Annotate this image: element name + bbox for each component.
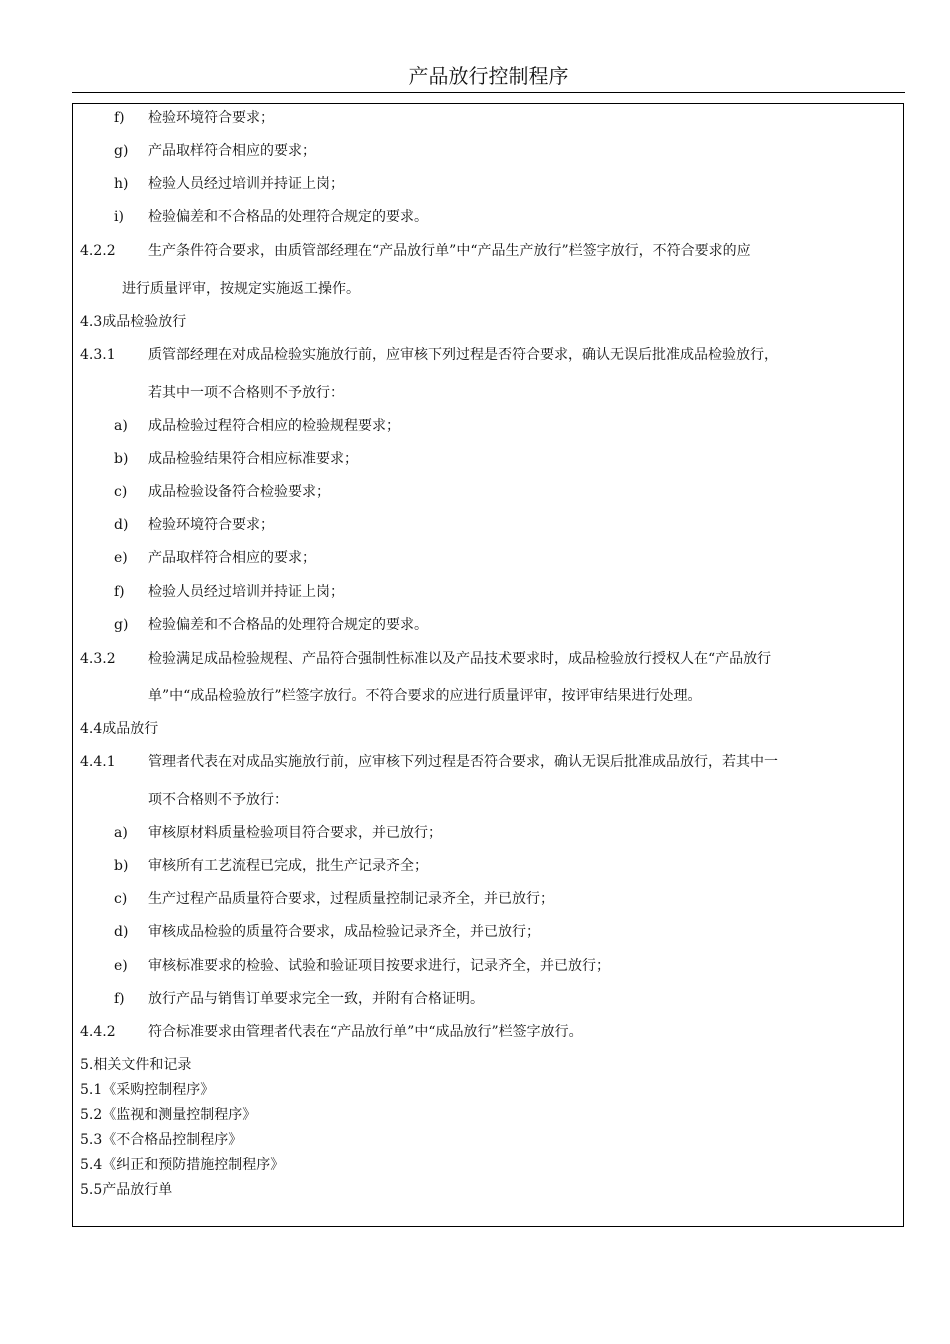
clause-text: 检验满足成品检验规程、产品符合强制性标准以及产品技术要求时，成品检验放行授权人在“产品放行	[148, 651, 772, 667]
list-item: 检验人员经过培训并持证上岗；	[148, 176, 344, 192]
clause-number: 4.4.2	[80, 1024, 116, 1040]
clause-text: 符合标准要求由管理者代表在“产品放行单”中“成品放行”栏签字放行。	[148, 1024, 583, 1040]
list-item: 检验环境符合要求；	[148, 110, 274, 126]
list-marker: i)	[114, 209, 124, 225]
list-item: 产品取样符合相应的要求；	[148, 550, 316, 566]
list-item: 检验偏差和不合格品的处理符合规定的要求。	[148, 617, 428, 633]
list-marker: h)	[114, 176, 129, 192]
list-marker: b)	[114, 451, 129, 467]
list-marker: f)	[114, 584, 125, 600]
list-marker: d)	[114, 517, 129, 533]
list-item: 检验环境符合要求；	[148, 517, 274, 533]
clause-text: 质管部经理在对成品检验实施放行前，应审核下列过程是否符合要求，确认无误后批准成品检验放行，	[148, 347, 778, 363]
clause-text-continued: 若其中一项不合格则不予放行：	[148, 385, 344, 401]
list-item: 生产过程产品质量符合要求，过程质量控制记录齐全，并已放行；	[148, 891, 554, 907]
clause-text-continued: 项不合格则不予放行：	[148, 792, 288, 808]
reference-item: 5.1《采购控制程序》	[80, 1082, 215, 1098]
clause-number: 4.2.2	[80, 243, 116, 259]
clause-text-continued: 单”中“成品检验放行”栏签字放行。不符合要求的应进行质量评审，按评审结果进行处理。	[148, 688, 702, 704]
reference-item: 5.5产品放行单	[80, 1182, 173, 1198]
clause-number: 4.4.1	[80, 754, 116, 770]
page-title: 产品放行控制程序	[408, 64, 569, 88]
clause-text-continued: 进行质量评审，按规定实施返工操作。	[122, 281, 360, 297]
section-heading: 5.相关文件和记录	[80, 1057, 192, 1073]
list-item: 放行产品与销售订单要求完全一致，并附有合格证明。	[148, 991, 484, 1007]
list-marker: a)	[114, 825, 128, 841]
list-marker: f)	[114, 110, 125, 126]
title-rule	[72, 92, 905, 93]
section-heading: 4.3成品检验放行	[80, 314, 187, 330]
list-item: 成品检验设备符合检验要求；	[148, 484, 330, 500]
list-item: 审核原材料质量检验项目符合要求，并已放行；	[148, 825, 442, 841]
clause-text: 管理者代表在对成品实施放行前，应审核下列过程是否符合要求，确认无误后批准成品放行，若其中一	[148, 754, 778, 770]
list-item: 审核标准要求的检验、试验和验证项目按要求进行，记录齐全，并已放行；	[148, 958, 610, 974]
list-item: 成品检验过程符合相应的检验规程要求；	[148, 418, 400, 434]
reference-item: 5.4《纠正和预防措施控制程序》	[80, 1157, 285, 1173]
reference-item: 5.3《不合格品控制程序》	[80, 1132, 243, 1148]
list-marker: c)	[114, 891, 128, 907]
list-item: 审核所有工艺流程已完成，批生产记录齐全；	[148, 858, 428, 874]
list-marker: e)	[114, 550, 128, 566]
list-marker: f)	[114, 991, 125, 1007]
clause-text: 生产条件符合要求，由质管部经理在“产品放行单”中“产品生产放行”栏签字放行，不符合要求的应	[148, 243, 751, 259]
list-marker: c)	[114, 484, 128, 500]
list-item: 审核成品检验的质量符合要求，成品检验记录齐全，并已放行；	[148, 924, 540, 940]
list-item: 产品取样符合相应的要求；	[148, 143, 316, 159]
list-marker: d)	[114, 924, 129, 940]
list-item: 检验偏差和不合格品的处理符合规定的要求。	[148, 209, 428, 225]
list-item: 成品检验结果符合相应标准要求；	[148, 451, 358, 467]
list-marker: b)	[114, 858, 129, 874]
clause-number: 4.3.1	[80, 347, 116, 363]
list-item: 检验人员经过培训并持证上岗；	[148, 584, 344, 600]
list-marker: g)	[114, 143, 129, 159]
list-marker: e)	[114, 958, 128, 974]
list-marker: g)	[114, 617, 129, 633]
list-marker: a)	[114, 418, 128, 434]
section-heading: 4.4成品放行	[80, 721, 159, 737]
reference-item: 5.2《监视和测量控制程序》	[80, 1107, 257, 1123]
clause-number: 4.3.2	[80, 651, 116, 667]
